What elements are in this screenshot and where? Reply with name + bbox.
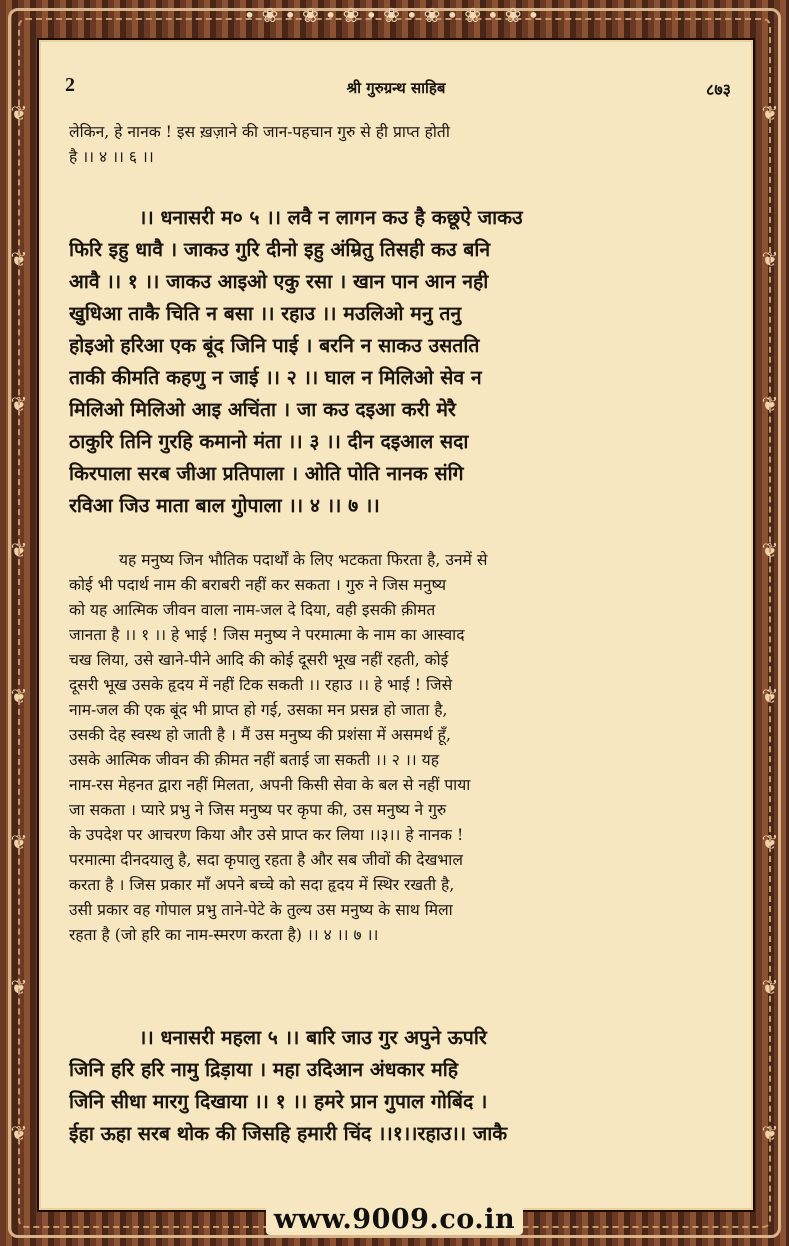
hymn-dhanasari-mahala-5 bbox=[69, 1022, 727, 1150]
translation-line: यह मनुष्य जिन भौतिक पदार्थों के लिए भटकता फिरता है, उनमें से bbox=[119, 551, 488, 569]
hymn-line: ठाकुरि तिनि गुरहि कमानो मंता ।। ३ ।। दीन दइआल सदा bbox=[69, 430, 469, 453]
hymn-line: ताकी कीमति कहणु न जाई ।। २ ।। घाल न मिलिओ सेव न bbox=[69, 366, 482, 389]
border-ornament-top: •❀•❀•❀•❀•❀•❀•❀• bbox=[243, 3, 546, 27]
translation-line: को यह आत्मिक जीवन वाला नाम-जल दे दिया, वही इसकी क़ीमत bbox=[69, 601, 436, 619]
translation-line: चख लिया, उसे खाने-पीने आदि की कोई दूसरी भूख नहीं रहती, कोई bbox=[69, 651, 449, 669]
website-link[interactable]: www.9009.co.in bbox=[266, 1204, 523, 1235]
translation-line: कोई भी पदार्थ नाम की बराबरी नहीं कर सकता । गुरु ने जिस मनुष्य bbox=[69, 576, 447, 594]
hymn-line: फिरि इहु धावै । जाकउ गुरि दीनो इहु अंम्रितु तिसही कउ बनि bbox=[69, 238, 491, 261]
translation-line: जा सकता । प्यारे प्रभु ने जिस मनुष्य पर कृपा की, उस मनुष्य ने गुरु bbox=[69, 801, 447, 819]
footer-watermark bbox=[0, 1204, 789, 1244]
page-number-right: ८७३ bbox=[706, 80, 731, 99]
translation-line: रहता है (जो हरि का नाम-स्मरण करता है) ।। ४ ।। ७ ।। bbox=[69, 926, 379, 944]
translation-line: दूसरी भूख उसके हृदय में नहीं टिक सकती ।। रहाउ ।। हे भाई ! जिसे bbox=[69, 676, 453, 694]
translation-line: परमात्मा दीनदयालु है, सदा कृपालु रहता है और सब जीवों की देखभाल bbox=[69, 851, 463, 869]
hymn-line: होइओ हरिआ एक बूंद जिनि पाई । बरनि न साकउ उसतति bbox=[69, 334, 480, 357]
hymn-dhanasari-5-7 bbox=[69, 202, 727, 522]
hymn-line: ।। धनासरी महला ५ ।। बारि जाउ गुर अपुने ऊपरि bbox=[139, 1026, 487, 1049]
translation-line: उसी प्रकार वह गोपाल प्रभु ताने-पेटे के तुल्य उस मनुष्य के साथ मिला bbox=[69, 901, 453, 919]
scripture-page bbox=[37, 38, 755, 1212]
translation-line: करता है । जिस प्रकार माँ अपने बच्चे को सदा हृदय में स्थिर रखती है, bbox=[69, 876, 455, 894]
translation-line: उसके आत्मिक जीवन की क़ीमत नहीं बताई जा सकती ।। २ ।। यह bbox=[69, 751, 439, 769]
hymn-line: ।। धनासरी म० ५ ।। लवै न लागन कउ है कछूऐ जाकउ bbox=[139, 206, 523, 229]
border-ornament-right: ❦ ❦ ❦ ❦ ❦ ❦ ❦ ❦ bbox=[761, 100, 779, 1146]
translation-line: नाम-रस मेहनत द्वारा नहीं मिलता, अपनी किसी सेवा के बल से नहीं पाया bbox=[69, 776, 471, 794]
translation-line: के उपदेश पर आचरण किया और उसे प्राप्त कर लिया ।।३।। हे नानक ! bbox=[69, 826, 464, 844]
hymn-line: खुधिआ ताकै चिति न बसा ।। रहाउ ।। मउलिओ मनु तनु bbox=[69, 302, 462, 325]
translation-line: है ।। ४ ।। ६ ।। bbox=[69, 148, 154, 166]
hymn-line: जिनि हरि हरि नामु द्रिड़ाया । महा उदिआन अंधकार महि bbox=[69, 1058, 459, 1081]
page-header bbox=[39, 74, 753, 104]
translation-line: उसकी देह स्वस्थ हो जाती है । मैं उस मनुष्य की प्रशंसा में असमर्थ हूँ, bbox=[69, 726, 451, 744]
translation-line: नाम-जल की एक बूंद भी प्राप्त हो गई, उसका मन प्रसन्न हो जाता है, bbox=[69, 701, 448, 719]
hymn-line: आवै ।। १ ।। जाकउ आइओ एकु रसा । खान पान आन नही bbox=[69, 270, 489, 293]
translation-line: लेकिन, हे नानक ! इस ख़ज़ाने की जान-पहचान गुरु से ही प्राप्त होती bbox=[69, 123, 450, 141]
border-ornament-left: ❦ ❦ ❦ ❦ ❦ ❦ ❦ ❦ bbox=[10, 100, 28, 1146]
page-number-left: 2 bbox=[65, 74, 75, 96]
hymn-line: रविआ जिउ माता बाल गुोपाला ।। ४ ।। ७ ।। bbox=[69, 494, 380, 517]
page-title: श्री गुरुग्रन्थ साहिब bbox=[346, 79, 446, 97]
hymn-line: जिनि सीधा मारगु दिखाया ।। १ ।। हमरे प्रान गुपाल गोबिंद । bbox=[69, 1090, 488, 1113]
translation-line: जानता है ।। १ ।। हे भाई ! जिस मनुष्य ने परमात्मा के नाम का आस्वाद bbox=[69, 626, 465, 644]
hymn-line: ईहा ऊहा सरब थोक की जिसहि हमारी चिंद ।।१।।रहाउ।। जाकै bbox=[69, 1122, 508, 1145]
translation-hymn-7 bbox=[69, 548, 727, 948]
hymn-line: किरपाला सरब जीआ प्रतिपाला । ओति पोति नानक संगि bbox=[69, 462, 464, 485]
intro-translation bbox=[69, 120, 727, 170]
hymn-line: मिलिओ मिलिओ आइ अचिंता । जा कउ दइआ करी मेरै bbox=[69, 398, 456, 421]
